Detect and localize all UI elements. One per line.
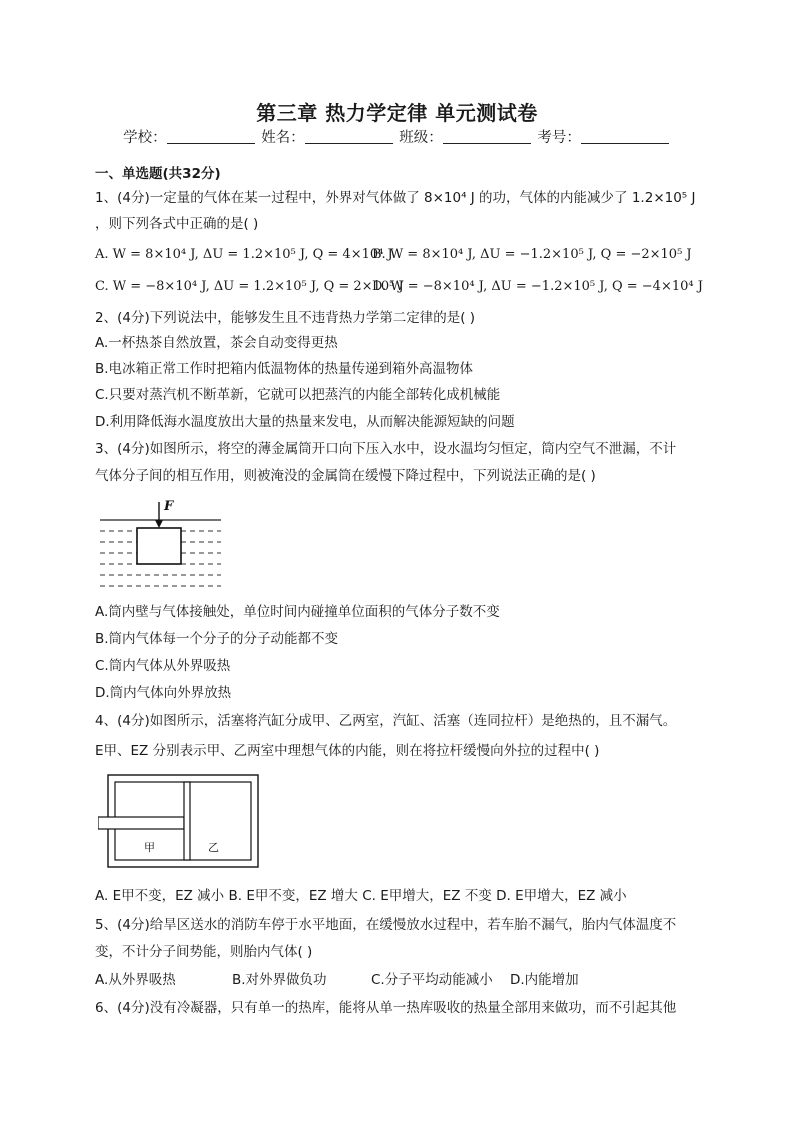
q2-option-c: C.只要对蒸汽机不断革新，它就可以把蒸汽的内能全部转化成机械能 [95,387,501,403]
class-label: 班级： [399,130,443,146]
q4-stem-line2: E甲、EZ 分别表示甲、乙两室中理想气体的内能，则在将拉杆缓慢向外拉的过程中( ) [95,743,600,759]
q1-option-d: D. W = −8×10⁴ J, ΔU = −1.2×10⁵ J, Q = −4×10⁴ J [372,279,703,294]
q2-option-d: D.利用降低海水温度放出大量的热量来发电，从而解决能源短缺的问题 [95,414,515,430]
q1-stem-line1: 1、(4分)一定量的气体在某一过程中，外界对气体做了 8×10⁴ J 的功，气体的内能减少了 1.2×10⁵ J [95,190,696,206]
q3-stem-line1: 3、(4分)如图所示，将空的薄金属筒开口向下压入水中，设水温均匀恒定，筒内空气不泄漏，不计 [95,441,677,457]
exam-no-blank[interactable] [581,129,669,144]
name-blank[interactable] [305,129,393,144]
exam-no-label: 考号： [537,130,581,146]
q2-option-a: A.一杯热茶自然放置，茶会自动变得更热 [95,335,338,351]
q2-option-b: B.电冰箱正常工作时把箱内低温物体的热量传递到箱外高温物体 [95,361,474,377]
q5-option-a: A.从外界吸热 [95,972,176,988]
q1-option-b: B. W = 8×10⁴ J, ΔU = −1.2×10⁵ J, Q = −2×10⁵ J [372,247,692,262]
q5-option-c: C.分子平均动能减小 [371,972,493,988]
student-info-row [0,126,794,147]
q4-stem-line1: 4、(4分)如图所示，活塞将汽缸分成甲、乙两室，汽缸、活塞（连同拉杆）是绝热的，且不漏气。 [95,713,677,729]
q4-figure-cylinder-piston [98,773,268,873]
q3-option-b: B.筒内气体每一个分子的分子动能都不变 [95,631,339,647]
section-heading: 一、单选题(共32分) [95,166,221,182]
q3-option-d: D.筒内气体向外界放热 [95,685,232,701]
q1-option-a: A. W = 8×10⁴ J, ΔU = 1.2×10⁵ J, Q = 4×10⁴ J [95,247,393,262]
school-label: 学校： [123,130,167,146]
page-title: 第三章 热力学定律 单元测试卷 [256,101,538,125]
q3-option-a: A.筒内壁与气体接触处，单位时间内碰撞单位面积的气体分子数不变 [95,604,500,620]
q4-options: A. E甲不变，EZ 减小 B. E甲不变，EZ 增大 C. E甲增大，EZ 不变 D. E甲增大，EZ 减小 [95,888,627,904]
q1-stem-line2: ，则下列各式中正确的是( ) [95,216,259,232]
class-blank[interactable] [443,129,531,144]
q5-option-b: B.对外界做负功 [232,972,327,988]
name-label: 姓名： [261,130,305,146]
q1-option-c: C. W = −8×10⁴ J, ΔU = 1.2×10⁵ J, Q = 2×10⁵ J [95,279,404,294]
force-label: F [164,499,174,514]
q5-stem-line1: 5、(4分)给旱区送水的消防车停于水平地面，在缓慢放水过程中，若车胎不漏气，胎内气体温度不 [95,917,677,933]
q3-option-c: C.筒内气体从外界吸热 [95,658,231,674]
q3-stem-line2: 气体分子间的相互作用，则被淹没的金属筒在缓慢下降过程中，下列说法正确的是( ) [95,468,596,484]
chamber-jia-label: 甲 [144,841,155,854]
school-blank[interactable] [167,129,255,144]
q2-stem: 2、(4分)下列说法中，能够发生且不违背热力学第二定律的是( ) [95,310,476,326]
q5-stem-line2: 变，不计分子间势能，则胎内气体( ) [95,944,313,960]
q6-stem-line1: 6、(4分)没有冷凝器，只有单一的热库，能将从单一热库吸收的热量全部用来做功，而不引起其他 [95,1000,677,1016]
q5-option-d: D.内能增加 [510,972,579,988]
chamber-yi-label: 乙 [208,841,219,854]
q3-figure-submerged-cylinder [98,498,223,593]
